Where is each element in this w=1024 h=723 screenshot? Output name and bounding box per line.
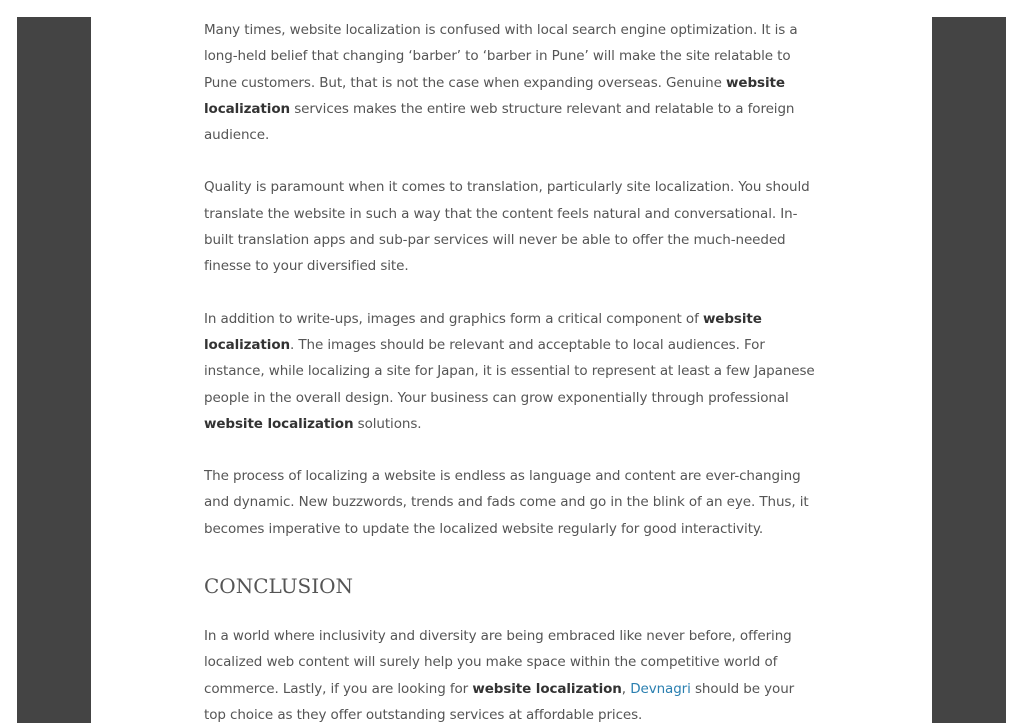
- article-paragraph-1: [204, 17, 818, 148]
- paragraph-text: The process of localizing a website is endless as language and content are ever-changing and dynamic. New buzzwords, trends and fads come and go in the blink of an eye. Thus, it becomes imperative to update the localized website regularly for good interactivity.: [204, 468, 809, 537]
- article-paragraph-3: [204, 306, 818, 437]
- conclusion-paragraph: [204, 623, 818, 723]
- article-paragraph-2: [204, 174, 818, 279]
- paragraph-text: Many times, website localization is confused with local search engine optimization. It is a long-held belief that changing ‘barber’ to ‘barber in Pune’ will make the site relatable to Pune customers. But, that is not the case when expanding overseas. Genuine: [204, 22, 798, 91]
- article-body: [204, 17, 818, 723]
- paragraph-text: ,: [621, 680, 631, 697]
- devnagri-link[interactable]: Devnagri: [630, 680, 691, 697]
- paragraph-text: In a world where inclusivity and diversity are being embraced like never before, offering localized web content will surely help you make space within the competitive world of commerce. Lastly, if you are looking for: [204, 628, 792, 697]
- keyword-bold: website localization: [204, 74, 785, 117]
- paragraph-text: should be your top choice as they offer outstanding services at affordable prices.: [204, 680, 795, 723]
- keyword-bold: website localization: [204, 415, 354, 432]
- paragraph-text: . The images should be relevant and acceptable to local audiences. For instance, while localizing a site for Japan, it is essential to represent at least a few Japanese people in the overall design. Your business can grow exponentially through professional: [204, 336, 815, 406]
- paragraph-text: In addition to write-ups, images and graphics form a critical component of: [204, 310, 703, 327]
- conclusion-heading: CONCLUSION: [204, 574, 354, 599]
- right-side-bar: [932, 17, 1006, 723]
- article-paragraph-4: [204, 463, 818, 542]
- paragraph-text: services makes the entire web structure relevant and relatable to a foreign audience.: [204, 100, 795, 144]
- left-side-bar: [17, 17, 91, 723]
- keyword-bold: website localization: [204, 310, 762, 353]
- paragraph-text: solutions.: [353, 415, 422, 432]
- paragraph-text: Quality is paramount when it comes to translation, particularly site localization. You should translate the website in such a way that the content feels natural and conversational. In-built translation apps and sub-par services will never be able to offer the much-needed finesse to your diversified site.: [204, 179, 810, 275]
- keyword-bold: website localization: [472, 680, 622, 697]
